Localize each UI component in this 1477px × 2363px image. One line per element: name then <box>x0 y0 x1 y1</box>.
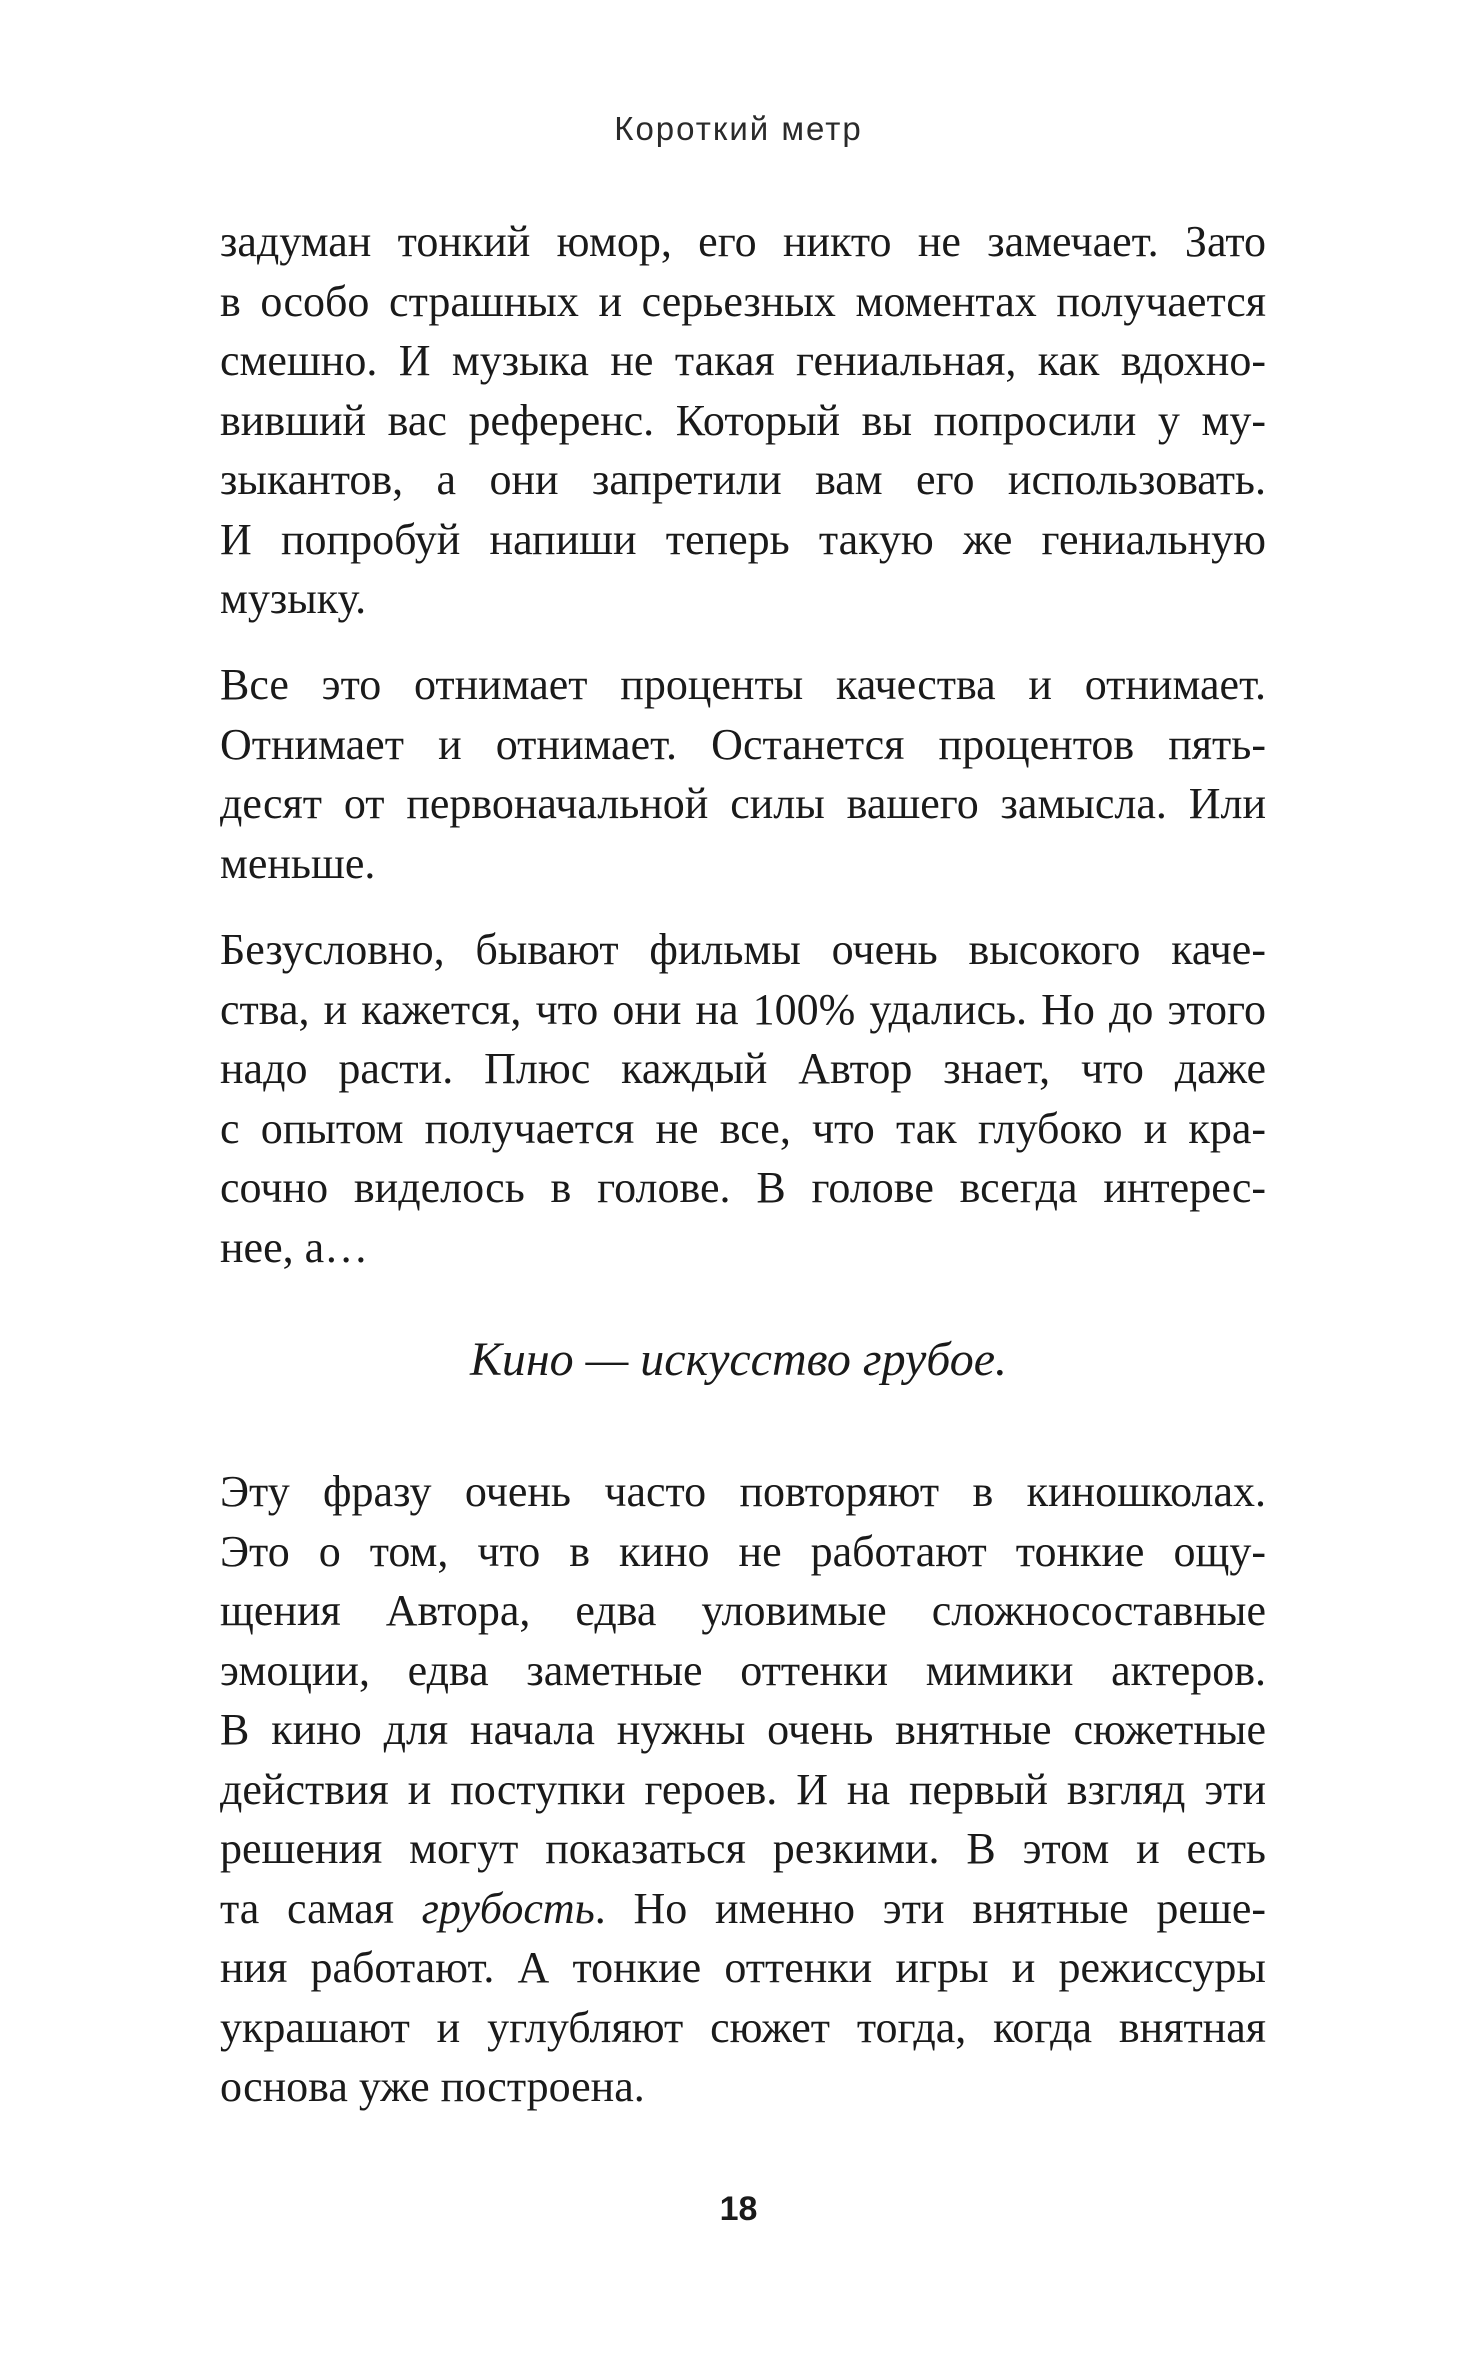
text-line: вивший вас референс. Который вы попросили у му- <box>220 395 1266 445</box>
text-line: меньше. <box>220 838 376 888</box>
text-line: ния работают. А тонкие оттенки игры и режиссуры <box>220 1943 1266 1992</box>
text-line: зыкантов, а они запретили вам его использовать. <box>220 455 1266 504</box>
text-line: Эту фразу очень часто повторяют в киношколах. <box>220 1467 1266 1516</box>
text-line: щения Автора, едва уловимые сложносоставные <box>220 1586 1266 1635</box>
text-line: с опытом получается не все, что так глубоко и кра- <box>220 1103 1266 1153</box>
text-line: в особо страшных и серьезных моментах получается <box>220 276 1266 326</box>
text-line: основа уже построена. <box>220 2062 645 2111</box>
text-line: И попробуй напиши теперь такую же гениальную <box>220 514 1266 564</box>
page-number: 18 <box>719 2190 758 2228</box>
italic-word: грубость <box>421 1883 595 1933</box>
text-line: эмоции, едва заметные оттенки мимики актеров. <box>220 1645 1266 1695</box>
text-line: Все это отнимает проценты качества и отнимает. <box>220 660 1266 709</box>
text-line: действия и поступки героев. И на первый взгляд эти <box>220 1764 1266 1814</box>
text-line-with-italic <box>220 1879 1266 1939</box>
text-line: Отнимает и отнимает. Останется процентов пять- <box>220 719 1266 769</box>
text-line: сочно виделось в голове. В голове всегда интерес- <box>220 1163 1266 1212</box>
text-line: Это о том, что в кино не работают тонкие ощу- <box>220 1526 1266 1576</box>
paragraph-2 <box>220 655 1266 893</box>
text-line: украшают и углубляют сюжет тогда, когда внятная <box>220 2002 1266 2052</box>
text-line: музыку. <box>220 574 367 623</box>
text-line: нее, а… <box>220 1222 369 1272</box>
running-head: Короткий метр <box>614 110 863 147</box>
paragraph-3 <box>220 920 1266 1277</box>
text-line: Безусловно, бывают фильмы очень высокого каче- <box>220 925 1266 974</box>
text-line: задуман тонкий юмор, его никто не замечает. Зато <box>220 217 1266 266</box>
paragraph-4 <box>220 1462 1266 2117</box>
text-line: смешно. И музыка не такая гениальная, как вдохно- <box>220 336 1266 385</box>
epigraph: Кино — искусство грубое. <box>469 1333 1008 1386</box>
text-line: ства, и кажется, что они на 100% удались. Но до этого <box>220 984 1266 1034</box>
text-line: решения могут показаться резкими. В этом и есть <box>220 1824 1266 1873</box>
text-line: В кино для начала нужны очень внятные сюжетные <box>220 1705 1266 1754</box>
text-fragment: . Но именно эти внятные реше- <box>594 1883 1267 1933</box>
text-line: надо расти. Плюс каждый Автор знает, что даже <box>220 1044 1266 1093</box>
text-line: десят от первоначальной силы вашего замысла. Или <box>220 779 1266 828</box>
paragraph-1 <box>220 212 1266 629</box>
text-fragment: та самая <box>220 1883 422 1933</box>
